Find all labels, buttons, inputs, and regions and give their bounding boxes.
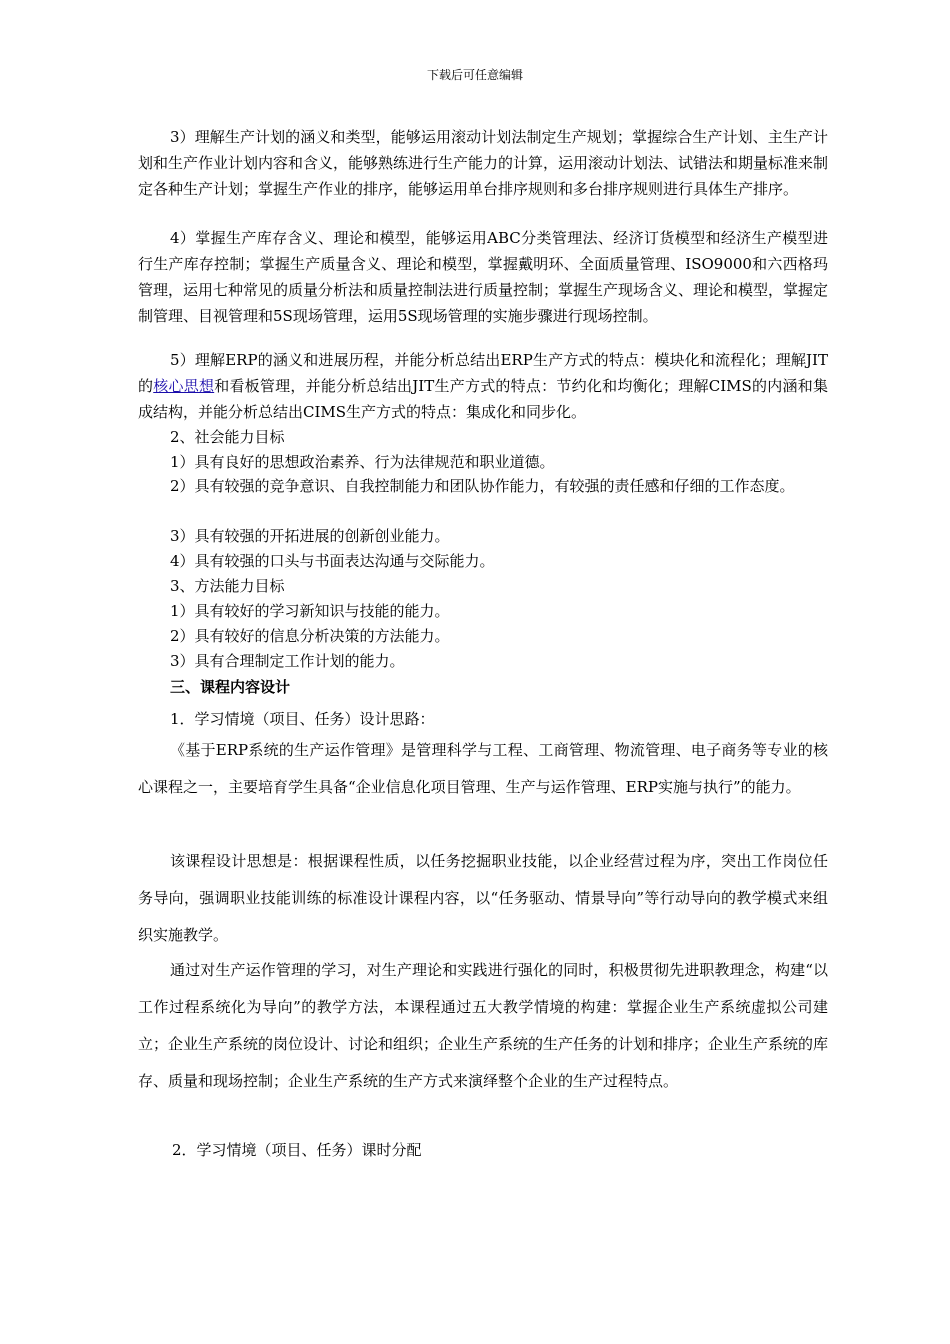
subsection-1-title: 1．学习情境（项目、任务）设计思路： (170, 710, 435, 728)
section-3-title: 三、课程内容设计 (170, 678, 291, 696)
method-item-2: 2）具有较好的信息分析决策的方法能力。 (170, 627, 450, 645)
para5-text-a: 5）理解ERP的涵义和进展历程，并能分析总结出ERP生产方式的特点：模块化和流程化；理解JIT的 (138, 351, 828, 395)
method-item-3: 3）具有合理制定工作计划的能力。 (170, 652, 405, 670)
subsection-2-title: 2．学习情境（项目、任务）课时分配 (172, 1141, 422, 1159)
paragraph-inventory-quality: 4）掌握生产库存含义、理论和模型，能够运用ABC分类管理法、经济订货模型和经济生产模型进行生产库存控制；掌握生产质量含义、理论和模型，掌握戴明环、全面质量管理、ISO9000和六西格玛管理，运用七种常见的质量分析法和质量控制法进行质量控制；掌握生产现场含义、理论和模型，掌握定制管理、目视管理和5S现场管理，运用5S现场管理的实施步骤进行现场控制。 (138, 229, 829, 325)
page-header: 下载后可任意编辑 (426, 68, 523, 82)
body-paragraph-teaching-contexts: 通过对生产运作管理的学习，对生产理论和实践进行强化的同时，积极贯彻先进职教理念，构建“以工作过程系统化为导向”的教学方法，本课程通过五大教学情境的构建：掌握企业生产系统虚拟公司建立；企业生产系统的岗位设计、讨论和组织；企业生产系统的生产任务的计划和排序；企业生产系统的库存、质量和现场控制；企业生产系统的生产方式来演绎整个企业的生产过程特点。 (138, 961, 829, 1090)
social-ability-heading: 2、社会能力目标 (170, 428, 285, 446)
paragraph-erp-jit-cims (138, 347, 828, 425)
paragraph-production-planning: 3）理解生产计划的涵义和类型，能够运用滚动计划法制定生产规划；掌握综合生产计划、主生产计划和生产作业计划内容和含义，能够熟练进行生产能力的计算，运用滚动计划法、试错法和期量标准来制定各种生产计划；掌握生产作业的排序，能够运用单台排序规则和多台排序规则进行具体生产排序。 (138, 128, 829, 198)
social-item-1: 1）具有良好的思想政治素养、行为法律规范和职业道德。 (170, 453, 555, 471)
social-item-3: 3）具有较强的开拓进展的创新创业能力。 (170, 527, 450, 545)
core-idea-link[interactable]: 核心思想 (153, 377, 215, 395)
body-paragraph-course-intro: 《基于ERP系统的生产运作管理》是管理科学与工程、工商管理、物流管理、电子商务等专业的核心课程之一，主要培育学生具备“企业信息化项目管理、生产与运作管理、ERP实施与执行”的能力。 (138, 741, 828, 796)
social-item-4: 4）具有较强的口头与书面表达沟通与交际能力。 (170, 552, 495, 570)
method-item-1: 1）具有较好的学习新知识与技能的能力。 (170, 602, 450, 620)
social-item-2: 2）具有较强的竞争意识、自我控制能力和团队协作能力，有较强的责任感和仔细的工作态度。 (170, 477, 795, 495)
body-paragraph-design-idea: 该课程设计思想是：根据课程性质，以任务挖掘职业技能，以企业经营过程为序，突出工作岗位任务导向，强调职业技能训练的标准设计课程内容，以“任务驱动、情景导向”等行动导向的教学模式来组织实施教学。 (138, 852, 828, 944)
para5-text-b: 和看板管理，并能分析总结出JIT生产方式的特点：节约化和均衡化；理解CIMS的内涵和集成结构，并能分析总结出CIMS生产方式的特点：集成化和同步化。 (138, 377, 828, 421)
method-ability-heading: 3、方法能力目标 (170, 577, 285, 595)
